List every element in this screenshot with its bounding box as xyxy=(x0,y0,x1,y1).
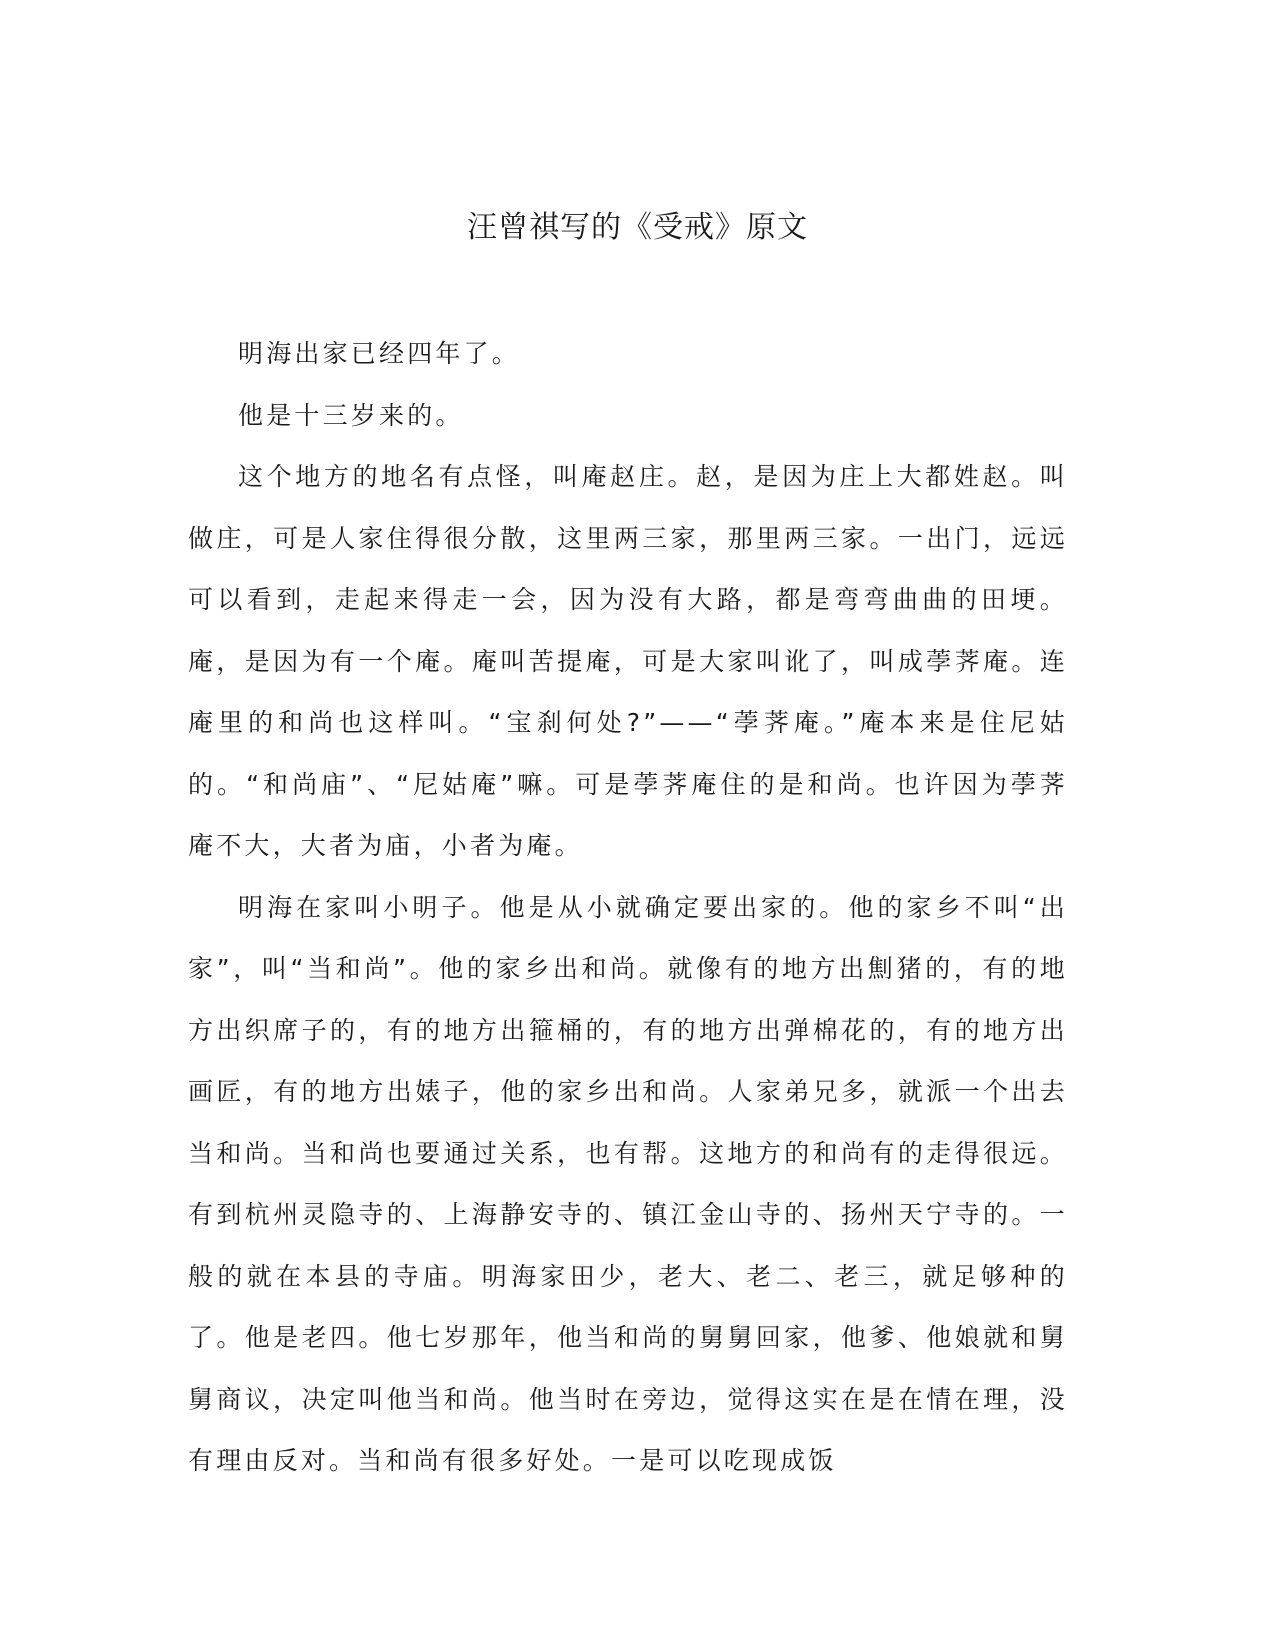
paragraph: 他是十三岁来的。 xyxy=(238,400,464,430)
paragraph: 这个地方的地名有点怪，叫庵赵庄。赵，是因为庄上大都姓赵。叫做庄，可是人家住得很分散，这里两三家，那里两三家。一出门，远远可以看到，走起来得走一会，因为没有大路，都是弯弯曲曲的田埂。庵，是因为有一个庵。庵叫苦提庵，可是大家叫讹了，叫成荸荠庵。连庵里的和尚也这样叫。“宝刹何处?”——“荸荠庵。”庵本来是住尼姑的。“和尚庙”、“尼姑庵”嘛。可是荸荠庵住的是和尚。也许因为荸荠庵不大，大者为庙，小者为庵。 xyxy=(188,462,1068,860)
document-title: 汪曾祺写的《受戒》原文 xyxy=(467,210,808,245)
paragraph: 明海出家已经四年了。 xyxy=(238,339,521,368)
paragraph: 明海在家叫小明子。他是从小就确定要出家的。他的家乡不叫“出家”，叫“当和尚”。他的家乡出和尚。就像有的地方出劁猪的，有的地方出织席子的，有的地方出箍桶的，有的地方出弹棉花的，有的地方出画匠，有的地方出婊子，他的家乡出和尚。人家弟兄多，就派一个出去当和尚。当和尚也要通过关系，也有帮。这地方的和尚有的走得很远。有到杭州灵隐寺的、上海静安寺的、镇江金山寺的、扬州天宁寺的。一般的就在本县的寺庙。明海家田少，老大、老二、老三，就足够种的了。他是老四。他七岁那年，他当和尚的舅舅回家，他爹、他娘就和舅舅商议，决定叫他当和尚。他当时在旁边，觉得这实在是在情在理，没有理由反对。当和尚有很多好处。一是可以吃现成饭 xyxy=(188,892,1068,1475)
document-body xyxy=(188,323,1068,1492)
